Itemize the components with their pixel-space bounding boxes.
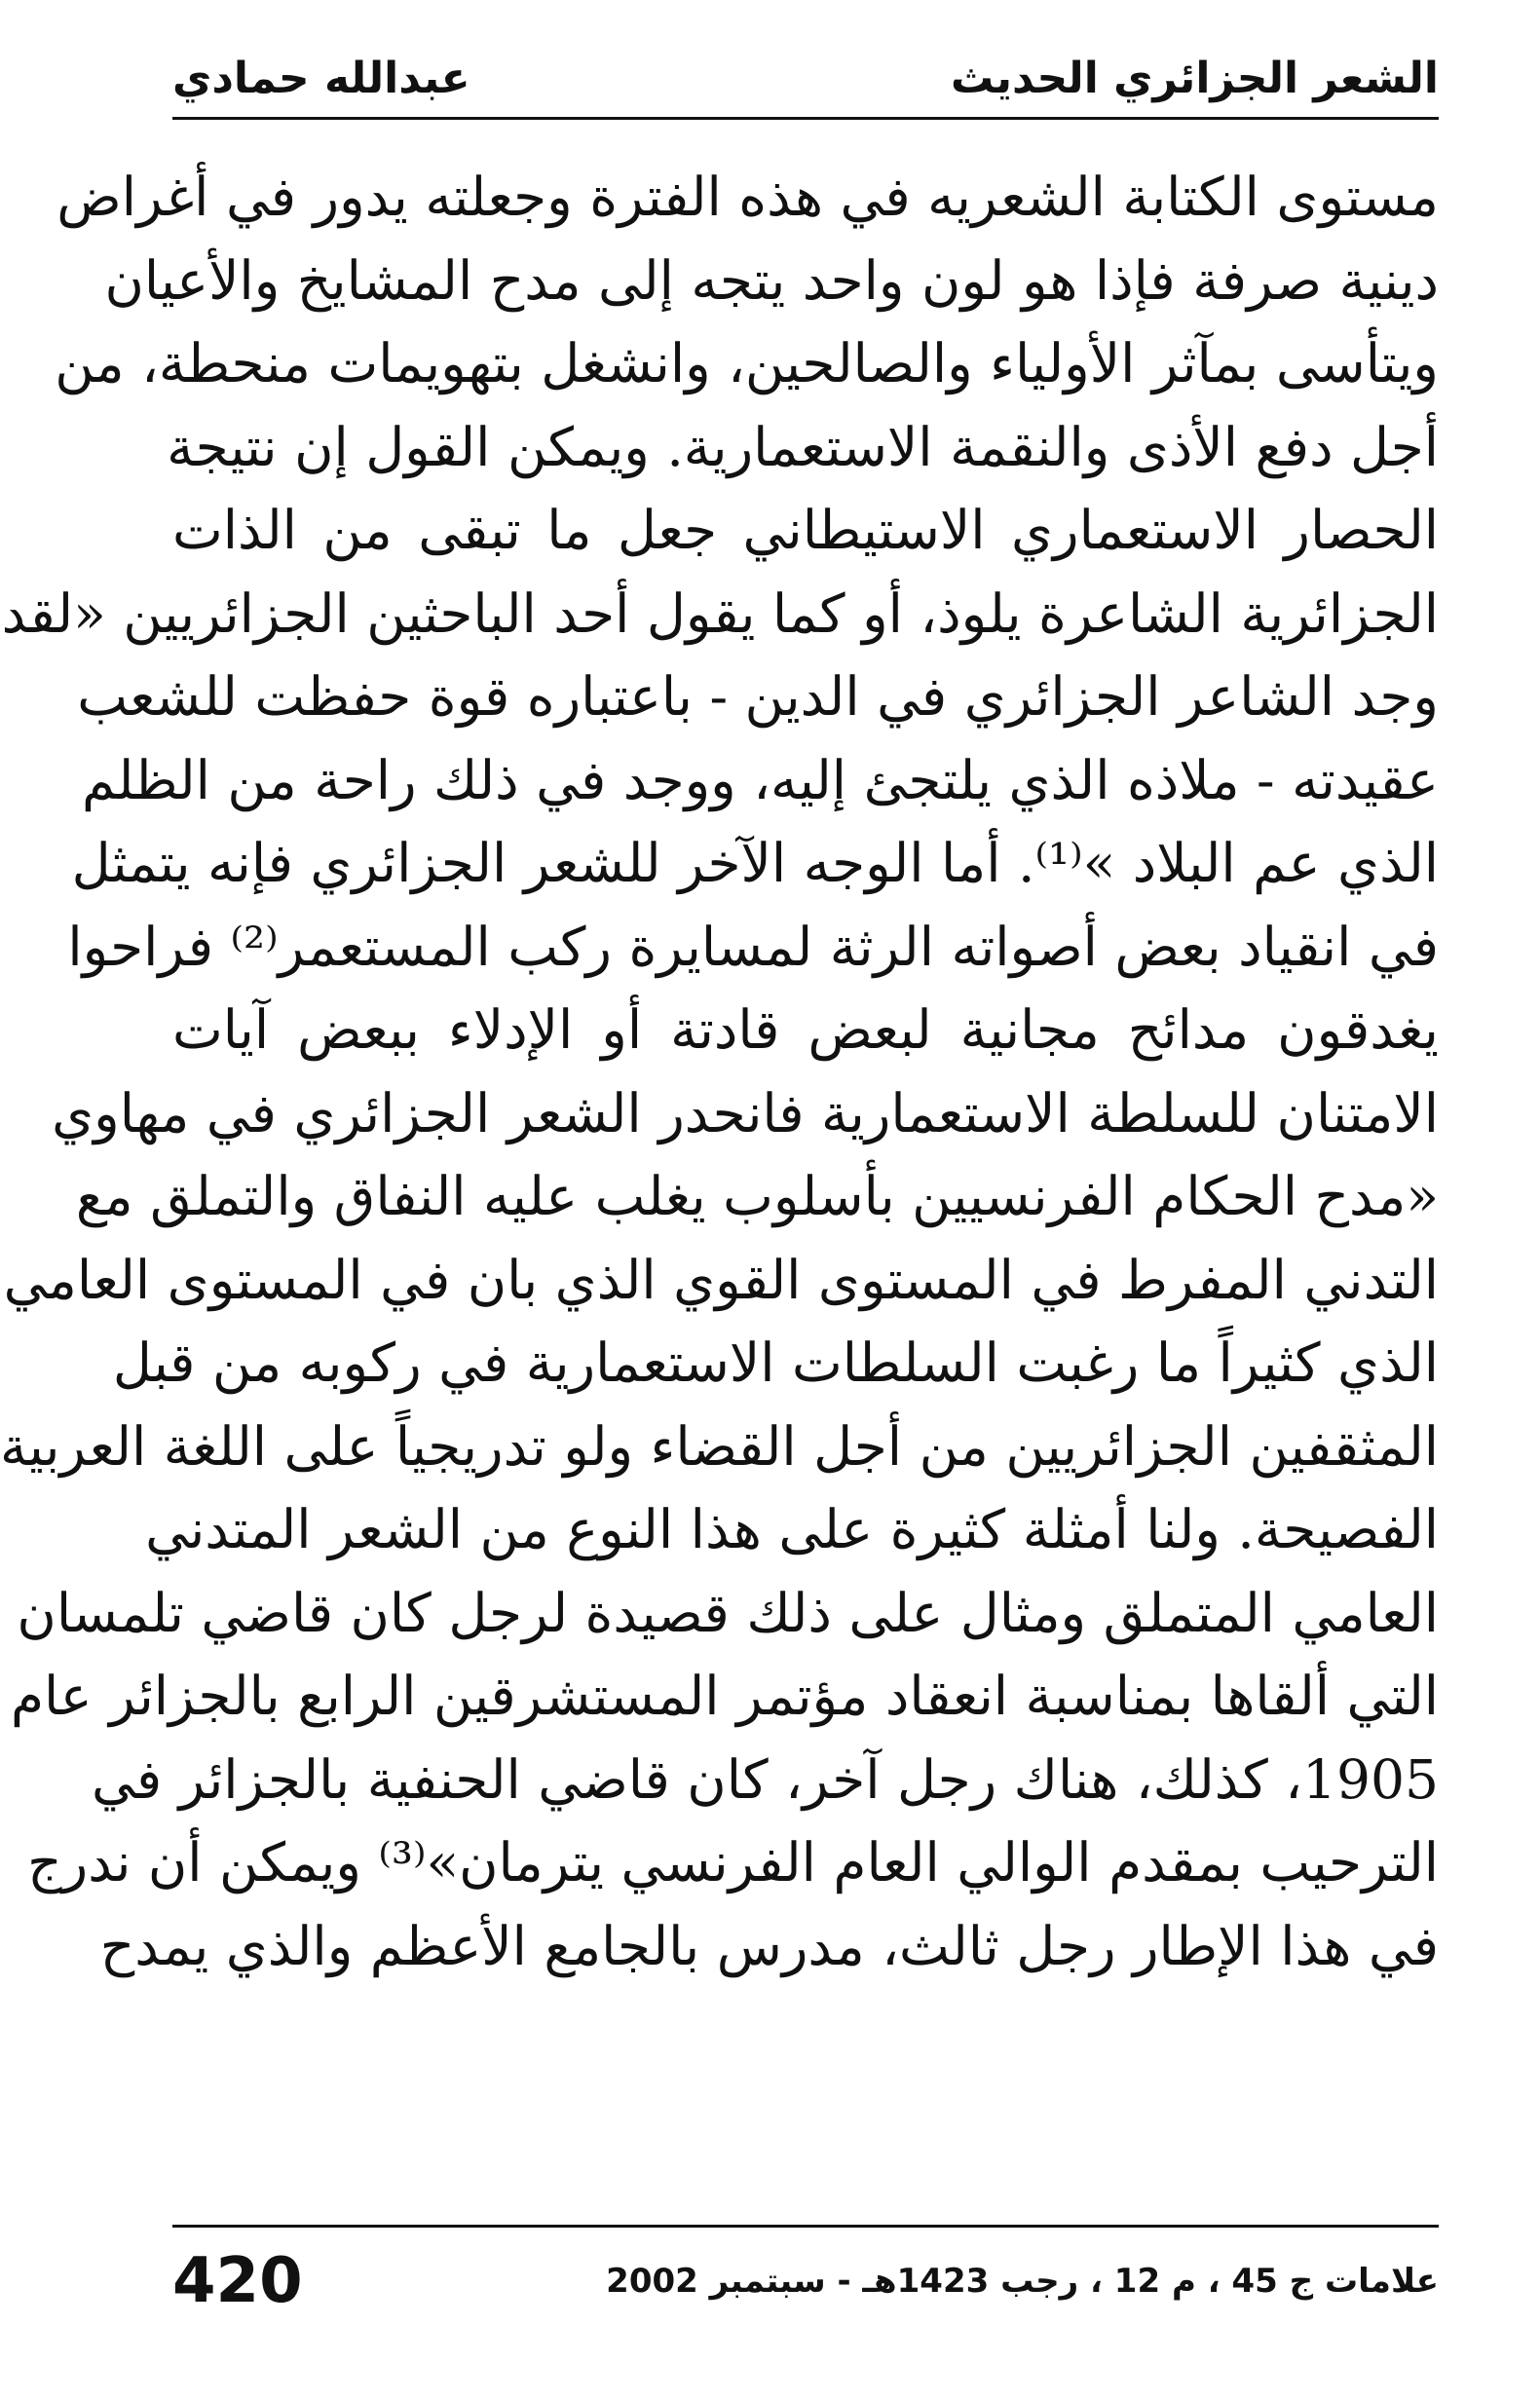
text-line: المثقفين الجزائريين من أجل القضاء ولو تدريجياً على اللغة العربية [0,1414,1439,1478]
page-number: 420 [172,2245,303,2317]
text-line: الامتنان للسلطة الاستعمارية فانحدر الشعر الجزائري في مهاوي [52,1081,1439,1144]
text-line: يغدقون مدائح مجانية لبعض قادتة أو الإدلاء ببعض آيات [172,998,1439,1061]
text-line: ويتأسى بمآثر الأولياء والصالحين، وانشغل بتهويمات منحطة، من [55,332,1439,394]
text-line: دينية صرفة فإذا هو لون واحد يتجه إلى مدح المشايخ والأعيان [104,248,1439,312]
text-line: التي ألقاها بمناسبة انعقاد مؤتمر المستشرقين الرابع بالجزائر عام [10,1665,1439,1727]
text-line: الذي عم البلاد »⁽¹⁾. أما الوجه الآخر للشعر الجزائري فإنه يتمثل [71,832,1439,894]
text-line: في هذا الإطار رجل ثالث، مدرس بالجامع الأعظم والذي يمدح [99,1914,1439,1977]
text-line: العامي المتملق ومثال على ذلك قصيدة لرجل كان قاضي تلمسان [17,1581,1439,1644]
text-line: الحصار الاستعماري الاستيطاني جعل ما تبقى من الذات [172,499,1439,561]
journal-issue-info: علامات ج 45 ، م 12 ، رجب 1423هـ - سبتمبر 2002 [606,2262,1439,2301]
text-line: مستوى الكتابة الشعريه في هذه الفترة وجعلته يدور في أغراض [56,166,1439,228]
book-title: الشعر الجزائري الحديث [950,53,1439,103]
text-line: عقيدته - ملاذه الذي يلتجئ إليه، ووجد في ذلك راحة من الظلم [81,748,1439,811]
text-line: الفصيحة. ولنا أمثلة كثيرة على هذا النوع من الشعر المتدني [145,1498,1439,1560]
footer-divider [172,2225,1439,2228]
author-name: عبدالله حمادي [172,53,470,103]
page-footer [172,2232,1439,2330]
text-line: الذي كثيراً ما رغبت السلطات الاستعمارية في ركوبه من قبل [112,1331,1439,1394]
text-line: الجزائرية الشاعرة يلوذ، أو كما يقول أحد الباحثين الجزائريين «لقد [1,581,1439,645]
text-line: «مدح الحكام الفرنسيين بأسلوب يغلب عليه النفاق والتملق مع [75,1165,1439,1227]
text-line: الترحيب بمقدم الوالي العام الفرنسي يترمان»⁽³⁾ ويمكن أن ندرج [27,1831,1439,1894]
text-line: أجل دفع الأذى والنقمة الاستعمارية. ويمكن القول إن نتيجة [167,415,1439,478]
body-text [0,156,1439,1988]
text-line: التدني المفرط في المستوى القوي الذي بان في المستوى العامي [3,1248,1439,1311]
running-header [172,39,1439,117]
text-line: 1905، كذلك، هناك رجل آخر، كان قاضي الحنفية بالجزائر في [92,1747,1439,1811]
header-divider [172,117,1439,120]
text-line: في انقياد بعض أصواته الرثة لمسايرة ركب المستعمر⁽²⁾ فراحوا [67,915,1439,978]
text-line: وجد الشاعر الجزائري في الدين - باعتباره قوة حفظت للشعب [77,665,1439,728]
